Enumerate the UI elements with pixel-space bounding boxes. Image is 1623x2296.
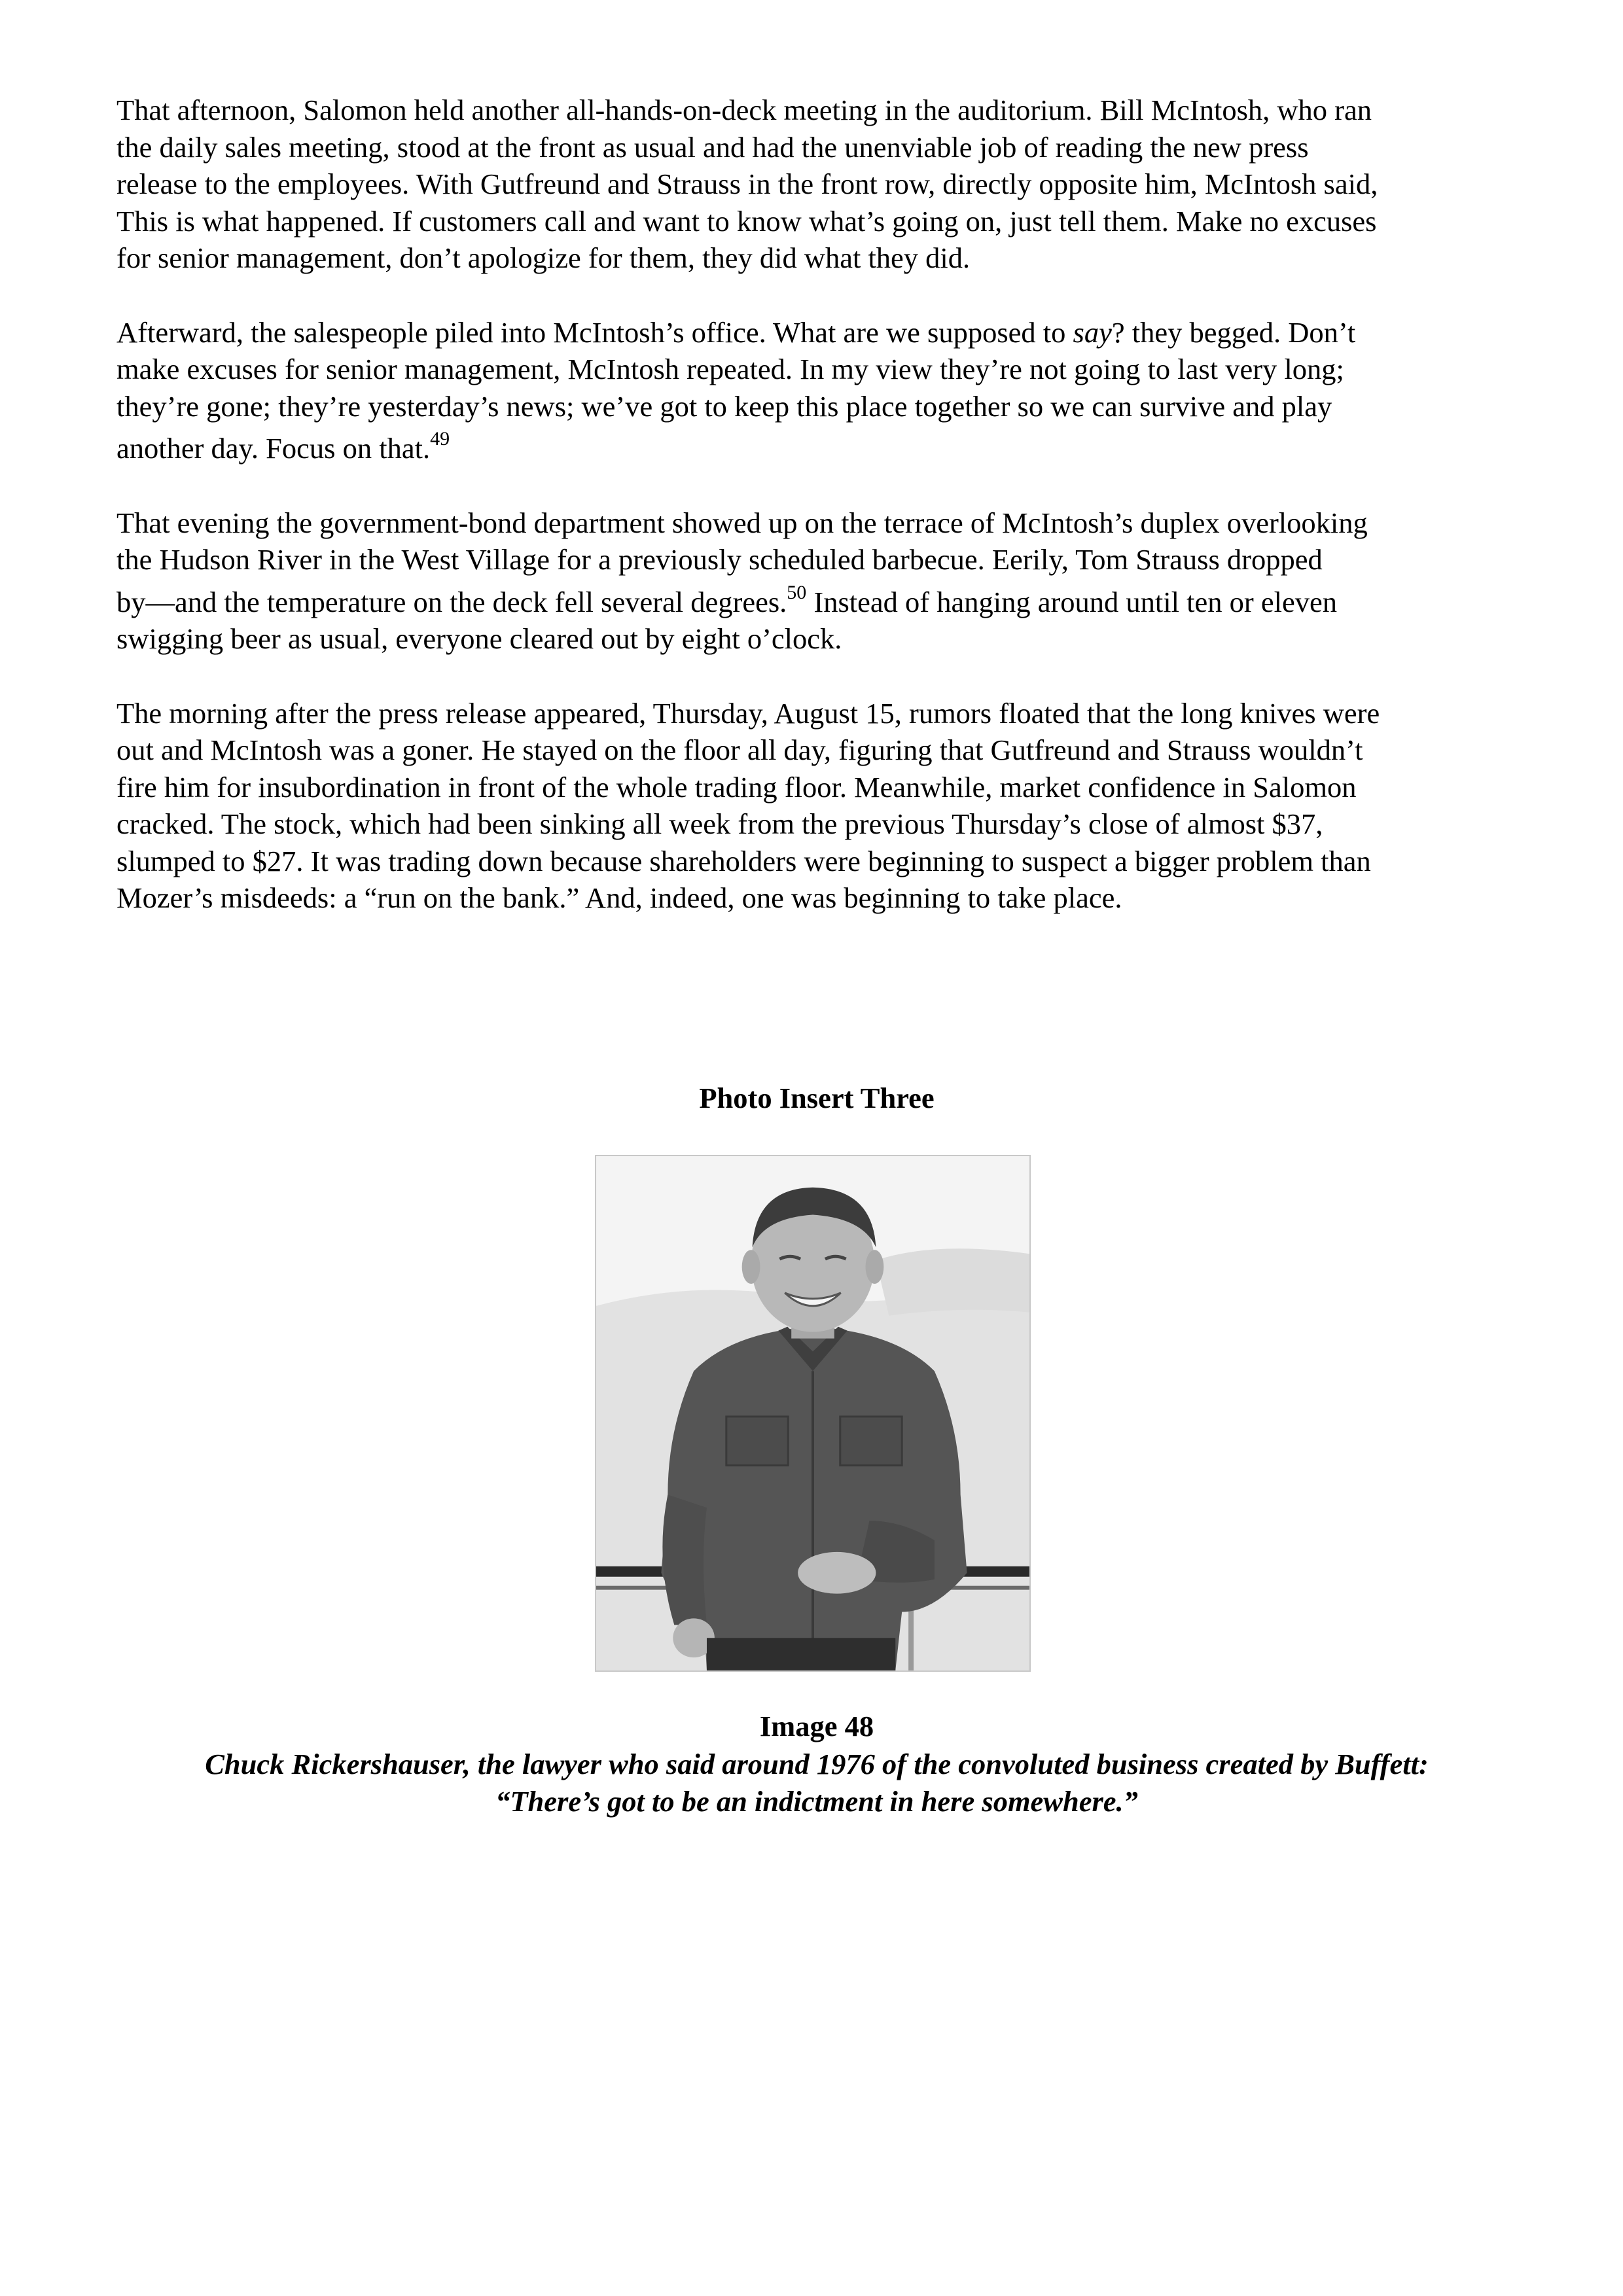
paragraph-2-line: [116, 430, 1517, 467]
photo-insert-heading: Photo Insert Three: [699, 1082, 935, 1114]
text-run: another day. Focus on that.: [116, 432, 431, 465]
paragraph-1-line: This is what happened. If customers call and want to know what’s going on, just tell them. Make no excuses: [116, 204, 1377, 238]
paragraph-1-line: the daily sales meeting, stood at the front as usual and had the unenviable job of reading the new press: [116, 130, 1309, 164]
footnote-ref-49[interactable]: 49: [430, 428, 450, 450]
paragraph-2-line: make excuses for senior management, McIntosh repeated. In my view they’re not going to last very long;: [116, 353, 1344, 385]
page-body: [116, 92, 1517, 1818]
caption-line: Chuck Rickershauser, the lawyer who said around 1976 of the convoluted business created by Buffett:: [205, 1748, 1429, 1780]
text-run: by—and the temperature on the deck fell several degrees.: [116, 585, 787, 618]
paragraph-1-line: release to the employees. With Gutfreund and Strauss in the front row, directly opposite him, McIntosh said,: [116, 168, 1378, 200]
paragraph-4-line: The morning after the press release appeared, Thursday, August 15, rumors floated that the long knives were: [116, 696, 1380, 730]
text-run: ? they begged. Don’t: [1111, 315, 1356, 349]
paragraph-2: [116, 314, 1517, 467]
image-caption: [116, 1746, 1517, 1820]
portrait-photo: [595, 1155, 1031, 1672]
paragraph-3: [116, 504, 1517, 658]
italic-word: say: [1073, 315, 1112, 349]
text-run: Afterward, the salespeople piled into McIntosh’s office. What are we supposed to: [116, 315, 1073, 349]
portrait-illustration: [596, 1156, 1029, 1670]
paragraph-2-line: [116, 314, 1517, 351]
paragraph-4-line: fire him for insubordination in front of the whole trading floor. Meanwhile, market confidence in Salomon: [116, 770, 1357, 804]
paragraph-3-line: the Hudson River in the West Village for a previously scheduled barbecue. Eerily, Tom Strauss dropped: [116, 543, 1323, 576]
paragraph-4: [116, 695, 1517, 917]
paragraph-4-line: Mozer’s misdeeds: a “run on the bank.” And, indeed, one was beginning to take place.: [116, 881, 1122, 914]
paragraph-4-line: cracked. The stock, which had been sinking all week from the previous Thursday’s close of almost $37,: [116, 807, 1323, 840]
paragraph-2-line: they’re gone; they’re yesterday’s news; we’ve got to keep this place together so we can survive and play: [116, 389, 1332, 423]
paragraph-4-line: out and McIntosh was a goner. He stayed on the floor all day, figuring that Gutfreund and Strauss wouldn’t: [116, 733, 1363, 766]
paragraph-4-line: slumped to $27. It was trading down because shareholders were beginning to suspect a bigger problem than: [116, 844, 1371, 877]
text-run: Instead of hanging around until ten or eleven: [806, 585, 1337, 618]
paragraph-1-line: That afternoon, Salomon held another all-hands-on-deck meeting in the auditorium. Bill McIntosh, who ran: [116, 94, 1372, 126]
paragraph-1: [116, 92, 1517, 277]
paragraph-3-line: That evening the government-bond department showed up on the terrace of McIntosh’s duplex overlooking: [116, 506, 1368, 539]
image-caption-title: Image 48: [759, 1710, 874, 1742]
paragraph-3-line: [116, 581, 1517, 621]
paragraph-1-line: for senior management, don’t apologize for them, they did what they did.: [116, 241, 971, 274]
footnote-ref-50[interactable]: 50: [787, 581, 807, 603]
caption-line: “There’s got to be an indictment in here somewhere.”: [495, 1785, 1138, 1818]
paragraph-3-line: swigging beer as usual, everyone cleared out by eight o’clock.: [116, 622, 842, 655]
